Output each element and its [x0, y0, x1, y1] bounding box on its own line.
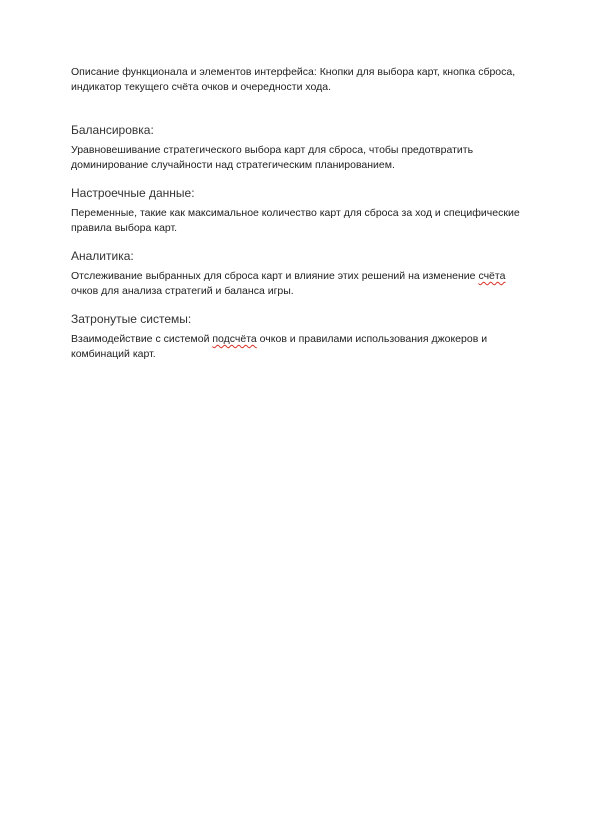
section-body [71, 332, 521, 361]
section-balancing [71, 122, 521, 172]
section-heading: Настроечные данные: [71, 186, 195, 200]
section-settings-data [71, 185, 521, 235]
intro-paragraph: Описание функционала и элементов интерфейса: Кнопки для выбора карт, кнопка сброса, индикатор текущего счёта очков и очередности хода. [71, 66, 516, 93]
section-affected-systems [71, 311, 521, 361]
body-text-part: очков для анализа стратегий и баланса игры. [71, 284, 294, 297]
section-heading: Затронутые системы: [71, 312, 192, 326]
section-analytics [71, 248, 521, 298]
body-text-part: очков и правилами использования джокеров и комбинаций карт. [71, 333, 488, 360]
spellcheck-flagged-word[interactable]: подсчёта [212, 333, 257, 345]
document-content [71, 65, 521, 374]
section-heading: Аналитика: [71, 249, 134, 263]
section-body: Переменные, такие как максимальное количество карт для сброса за ход и специфические правила выбора карт. [71, 207, 520, 234]
spellcheck-flagged-word[interactable]: счёта [478, 270, 506, 282]
section-body: Уравновешивание стратегического выбора карт для сброса, чтобы предотвратить доминирование случайности над стратегическим планированием. [71, 144, 474, 171]
body-text-part: Отслеживание выбранных для сброса карт и влияние этих решений на изменение [71, 270, 479, 282]
section-body [71, 269, 521, 298]
section-heading: Балансировка: [71, 123, 154, 137]
body-text-part: Взаимодействие с системой [71, 333, 213, 345]
